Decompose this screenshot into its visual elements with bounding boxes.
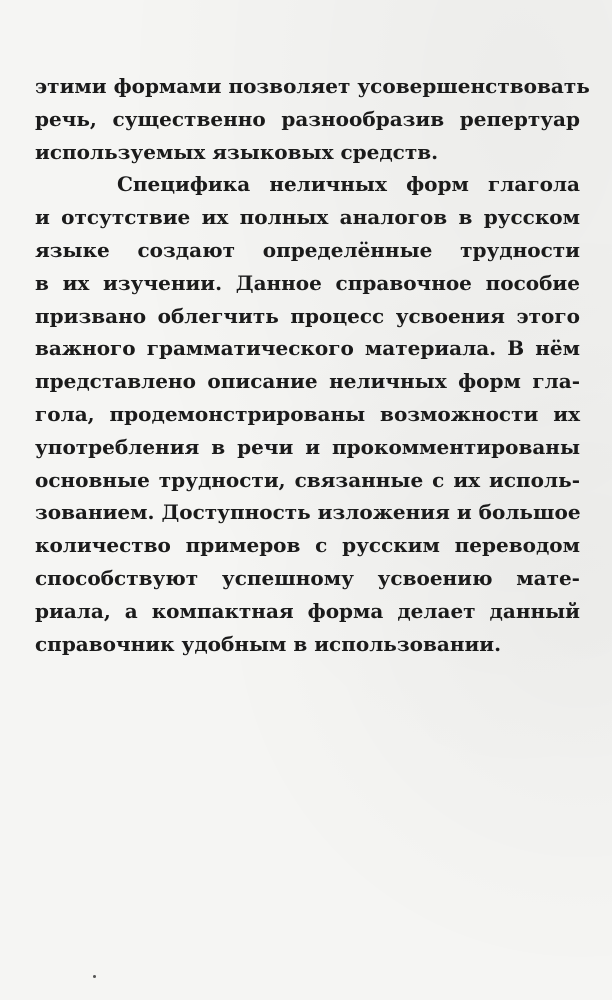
text-line: этими формами позволяет усовершенствовать xyxy=(35,74,590,98)
paragraph-1 xyxy=(35,70,590,168)
text-line: риала, а компактная форма делает данный xyxy=(35,598,580,623)
text-line: языке создают определённые трудности xyxy=(35,237,580,262)
text-line: речь, существенно разнообразив репертуар xyxy=(35,106,580,131)
text-line: гола, продемонстрированы возможности их xyxy=(35,401,580,426)
paragraph-2 xyxy=(35,168,580,660)
text-line: количество примеров с русским переводом xyxy=(35,533,580,558)
text-line: основные трудности, связанные с их исполь- xyxy=(35,467,580,492)
text-line: представлено описание неличных форм гла- xyxy=(35,369,580,394)
text-line: способствуют успешному усвоению мате- xyxy=(35,565,580,590)
text-line: призвано облегчить процесс усвоения этого xyxy=(35,303,580,328)
text-line: зованием. Доступность изложения и большое xyxy=(35,500,581,525)
body-text xyxy=(35,70,590,660)
text-line: справочник удобным в использовании. xyxy=(35,631,502,656)
text-line: в их изучении. Данное справочное пособие xyxy=(35,270,580,295)
text-line: важного грамматического материала. В нём xyxy=(35,336,580,361)
text-line: и отсутствие их полных аналогов в русском xyxy=(35,205,580,230)
print-speck xyxy=(93,975,96,978)
text-line: используемых языковых средств. xyxy=(35,139,439,164)
text-line: Специфика неличных форм глагола xyxy=(117,172,580,197)
text-line: употребления в речи и прокомментированы xyxy=(35,434,580,459)
